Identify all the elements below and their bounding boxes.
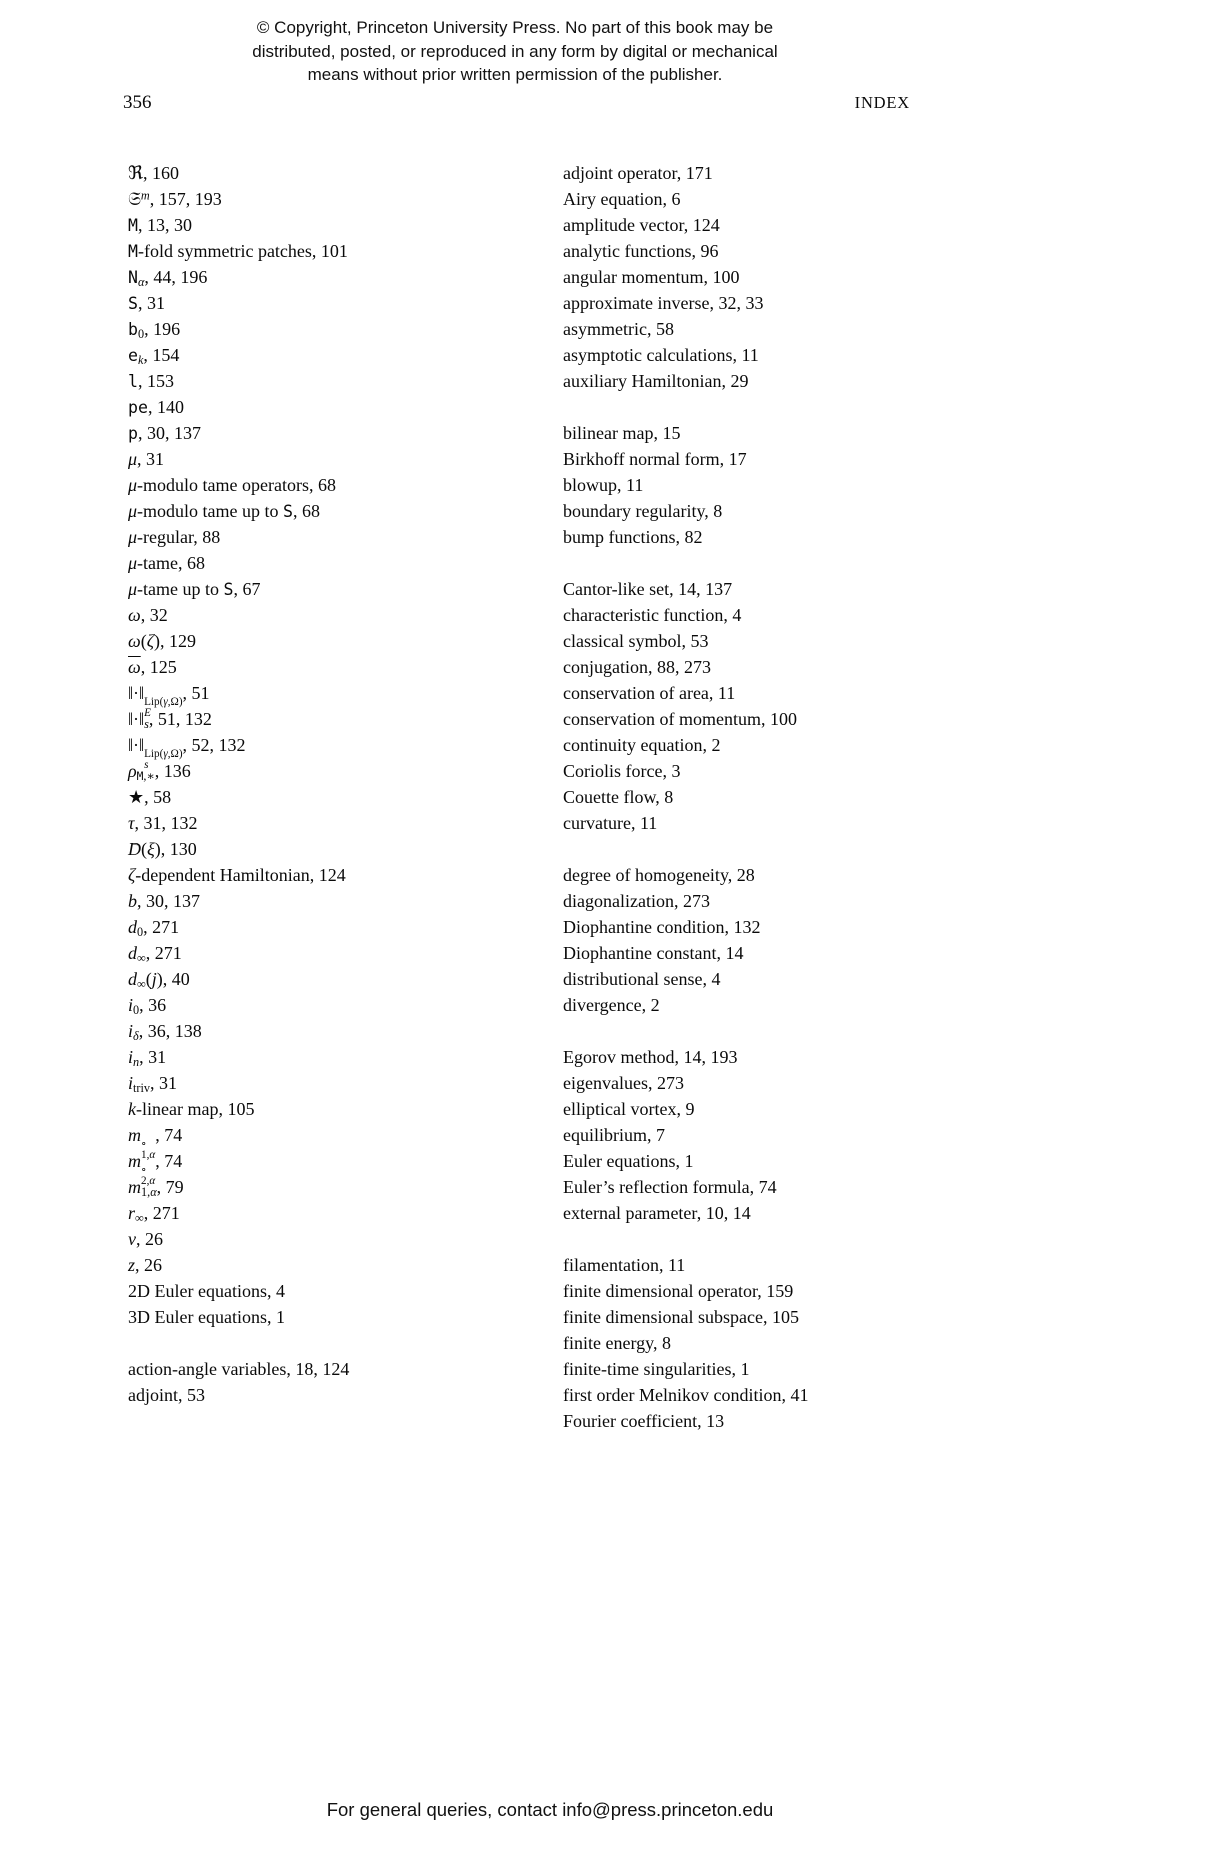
index-entry: elliptical vortex, 9 (563, 1099, 695, 1119)
index-entry: bilinear map, 15 (563, 423, 681, 443)
index-entry: l, 153 (128, 371, 174, 391)
index-entry: bump functions, 82 (563, 527, 703, 547)
index-entry: $i_\delta$, 36, 138 (128, 1021, 202, 1044)
copyright-line-2: distributed, posted, or reproduced in any form by digital or mechanical (252, 41, 778, 61)
index-entry: M-fold symmetric patches, 101 (128, 241, 348, 261)
index-entry: M, 13, 30 (128, 215, 192, 235)
index-entry: $N_\alpha$, 44, 196 (128, 267, 208, 290)
index-columns (128, 160, 918, 1460)
index-entry: ℜ, 160 (128, 163, 179, 183)
index-entry: v, 26 (128, 1229, 163, 1249)
index-group (563, 862, 918, 1018)
index-group (563, 420, 918, 550)
index-entry: Fourier coefficient, 13 (563, 1411, 725, 1431)
index-entry: $i_n$, 31 (128, 1047, 167, 1070)
index-entry: $r_\infty$, 271 (128, 1203, 180, 1226)
index-entry: Airy equation, 6 (563, 189, 681, 209)
index-entry: finite dimensional subspace, 105 (563, 1307, 799, 1327)
copyright-line-1: © Copyright, Princeton University Press. No part of this book may be (256, 18, 774, 37)
index-entry: ω, 32 (128, 605, 168, 625)
index-entry: Euler’s reflection formula, 74 (563, 1177, 777, 1197)
index-entry: approximate inverse, 32, 33 (563, 293, 764, 313)
index-entry: 2D Euler equations, 4 (128, 1281, 285, 1301)
index-entry: divergence, 2 (563, 995, 660, 1015)
index-entry: μ-modulo tame up to S, 68 (128, 501, 320, 521)
index-entry: adjoint, 53 (128, 1385, 205, 1405)
index-entry: finite-time singularities, 1 (563, 1359, 750, 1379)
index-entry: characteristic function, 4 (563, 605, 742, 625)
index-entry: μ-regular, 88 (128, 527, 221, 547)
index-entry: μ-modulo tame operators, 68 (128, 475, 336, 495)
index-entry: $i_{triv}$, 31 (128, 1073, 178, 1096)
index-entry: distributional sense, 4 (563, 969, 721, 989)
index-entry: b, 30, 137 (128, 891, 200, 911)
index-entry: conservation of area, 11 (563, 683, 736, 703)
index-entry: $‖\cdot‖_s$, 51, 132 (128, 709, 212, 732)
index-heading: INDEX (854, 93, 910, 112)
index-entry: $e_k$, 154 (128, 345, 180, 368)
index-entry: action-angle variables, 18, 124 (128, 1359, 350, 1379)
index-entry: finite dimensional operator, 159 (563, 1281, 794, 1301)
index-entry: ω(ζ), 129 (128, 631, 197, 651)
index-entry: ζ-dependent Hamiltonian, 124 (128, 865, 346, 885)
index-entry: Egorov method, 14, 193 (563, 1047, 738, 1067)
index-entry: asymmetric, 58 (563, 319, 674, 339)
index-entry: adjoint operator, 171 (563, 163, 713, 183)
index-entry: ‖·‖ Lip(γ,Ω) s , 52, 132 (128, 735, 246, 772)
index-entry: asymptotic calculations, 11 (563, 345, 759, 365)
index-entry: 3D Euler equations, 1 (128, 1307, 285, 1327)
index-entry: classical symbol, 53 (563, 631, 709, 651)
index-entry: degree of homogeneity, 28 (563, 865, 755, 885)
index-entry: m ∘ 2,α , 74 (128, 1151, 183, 1188)
index-entry: S, 31 (128, 293, 165, 313)
index-entry: μ-tame, 68 (128, 553, 206, 573)
right-column (563, 160, 918, 1460)
copyright-notice (120, 16, 910, 87)
index-entry: continuity equation, 2 (563, 735, 721, 755)
index-entry: eigenvalues, 273 (563, 1073, 684, 1093)
index-entry: $d_\infty(j)$, 40 (128, 969, 190, 992)
index-entry: $d_\infty$, 271 (128, 943, 182, 966)
footer (0, 1799, 1100, 1821)
index-entry: Coriolis force, 3 (563, 761, 681, 781)
left-column (128, 160, 563, 1460)
index-entry: m ∘ 1,α , 74 (128, 1125, 183, 1162)
index-group (128, 1356, 563, 1408)
index-entry: μ-tame up to S, 67 (128, 579, 261, 599)
index-entry: $b_0$, 196 (128, 319, 181, 342)
copyright-line-3: means without prior written permission of the publisher. (307, 65, 723, 84)
index-entry: filamentation, 11 (563, 1255, 686, 1275)
index-entry: external parameter, 10, 14 (563, 1203, 751, 1223)
index-entry: Couette flow, 8 (563, 787, 674, 807)
index-entry: pe, 140 (128, 397, 184, 417)
index-entry: analytic functions, 96 (563, 241, 719, 261)
page-number: 356 (123, 92, 152, 113)
index-entry: $i_0$, 36 (128, 995, 167, 1018)
index-entry: diagonalization, 273 (563, 891, 710, 911)
index-entry: 𝔖$^m$, 157, 193 (128, 188, 222, 209)
index-group (563, 1252, 918, 1434)
index-entry: blowup, 11 (563, 475, 644, 495)
index-entry: finite energy, 8 (563, 1333, 671, 1353)
index-entry: $d_0$, 271 (128, 917, 180, 940)
index-entry: ‖·‖ Lip(γ,Ω) E , 51 (128, 683, 210, 720)
index-entry: boundary regularity, 8 (563, 501, 723, 521)
page-header (123, 92, 910, 114)
index-entry: $m_{1,\alpha}$, 79 (128, 1177, 184, 1200)
index-entry: p, 30, 137 (128, 423, 201, 443)
footer-contact: For general queries, contact info@press.princeton.edu (326, 1799, 774, 1820)
index-entry: first order Melnikov condition, 41 (563, 1385, 809, 1405)
index-group (128, 160, 563, 1330)
index-entry: μ, 31 (128, 449, 165, 469)
index-entry: z, 26 (128, 1255, 163, 1275)
index-entry: angular momentum, 100 (563, 267, 740, 287)
index-entry: k-linear map, 105 (128, 1099, 255, 1119)
index-entry: D →(ξ), 130 (128, 836, 563, 862)
index-entry: ★, 58 (128, 787, 172, 807)
index-group (563, 160, 918, 394)
index-entry: τ, 31, 132 (128, 813, 198, 833)
index-entry: Diophantine constant, 14 (563, 943, 744, 963)
index-entry: $\overline{\omega}$, 125 (128, 657, 177, 677)
index-entry: conservation of momentum, 100 (563, 709, 797, 729)
index-entry: Birkhoff normal form, 17 (563, 449, 747, 469)
index-entry: $\rho_{M,∗}$, 136 (128, 761, 191, 784)
index-entry: Euler equations, 1 (563, 1151, 694, 1171)
index-entry: amplitude vector, 124 (563, 215, 720, 235)
index-entry: Diophantine condition, 132 (563, 917, 761, 937)
index-entry: equilibrium, 7 (563, 1125, 665, 1145)
index-entry: curvature, 11 (563, 813, 658, 833)
index-entry: auxiliary Hamiltonian, 29 (563, 371, 749, 391)
index-group (563, 576, 918, 836)
index-entry: conjugation, 88, 273 (563, 657, 711, 677)
index-group (563, 1044, 918, 1226)
index-entry: Cantor-like set, 14, 137 (563, 579, 733, 599)
